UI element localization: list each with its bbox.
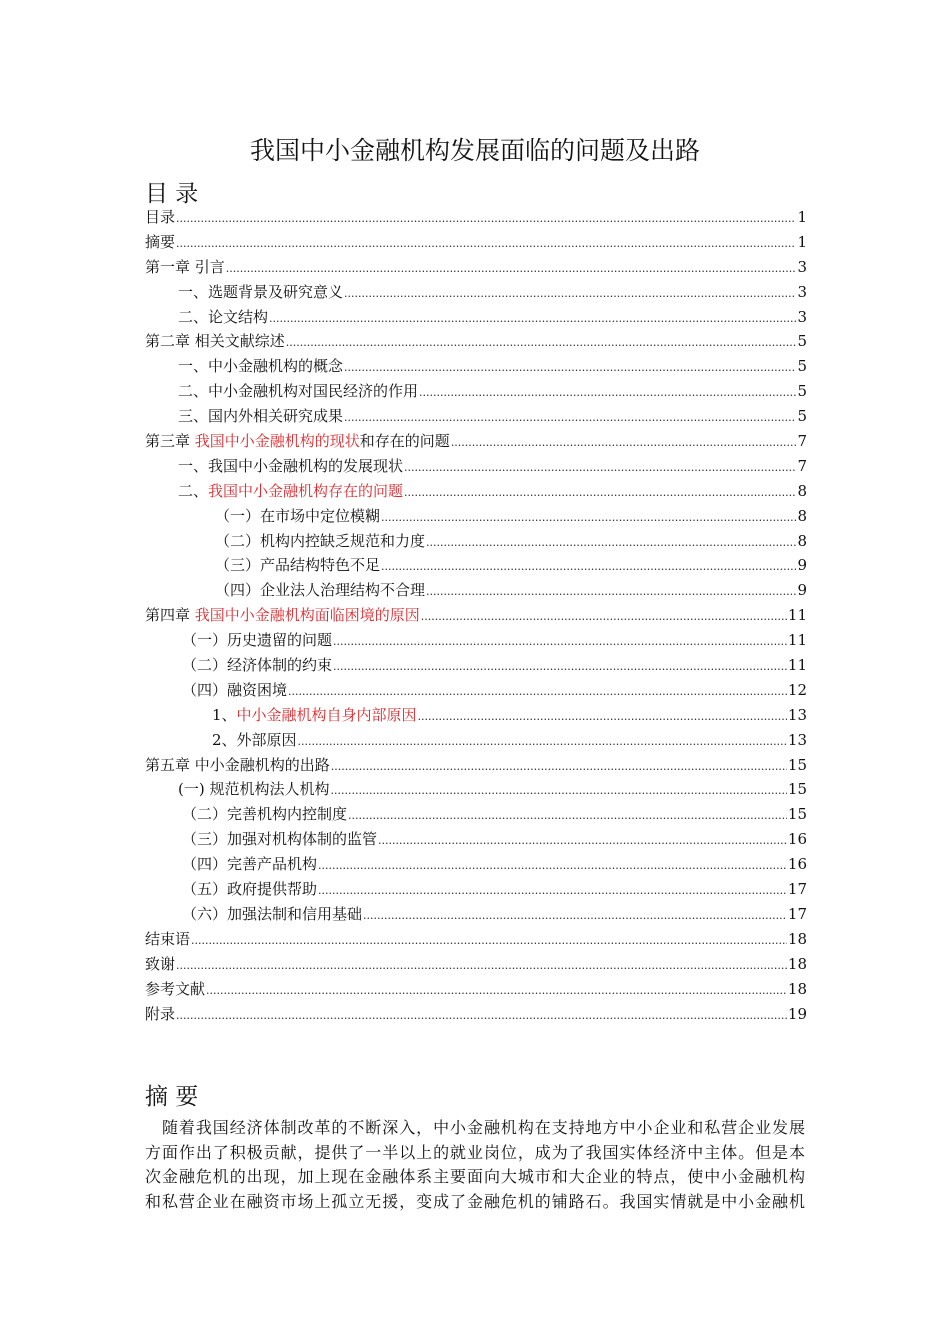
toc-leader-dots [421,606,787,624]
toc-page-number: 1 [797,232,807,251]
toc-entry-label [178,306,268,327]
toc-entry-label [145,1003,175,1024]
toc-page-number: 5 [797,357,807,376]
toc-leader-dots [191,930,787,948]
toc-page-number: 18 [787,954,807,973]
toc-entry[interactable] [145,380,807,405]
toc-page-number: 19 [787,1004,807,1023]
toc-entry-label [178,480,403,501]
toc-label-text: 第四章 [145,606,195,625]
toc-label-text: 和存在的问题 [359,432,450,451]
toc-entry[interactable] [145,281,807,306]
toc-entry[interactable] [145,778,807,803]
toc-entry[interactable] [145,928,807,953]
toc-leader-dots [176,208,796,226]
toc-page-number: 11 [787,606,807,625]
toc-label-text: 一、选题背景及研究意义 [178,282,344,301]
toc-page-number: 18 [787,929,807,948]
toc-leader-dots [344,283,796,301]
toc-entry-label [182,828,377,849]
toc-label-text: 第一章 引言 [145,257,225,276]
toc-page-number: 8 [797,481,807,500]
toc-entry[interactable] [145,853,807,878]
toc-leader-dots [331,756,787,774]
toc-leader-dots [226,258,797,276]
toc-label-text: 摘要 [145,232,176,251]
toc-entry-label [178,281,343,302]
toc-leader-dots [348,805,787,823]
toc-label-text: （一）在市场中定位模糊 [215,506,381,525]
toc-entry[interactable] [145,306,807,331]
toc-label-text: （五）政府提供帮助 [182,880,318,899]
toc-entry[interactable] [145,554,807,579]
toc-leader-dots [418,706,787,724]
toc-entry[interactable] [145,231,807,256]
toc-label-text: 一、我国中小金融机构的发展现状 [178,456,404,475]
toc-page-number: 3 [797,257,807,276]
toc-entry[interactable] [145,480,807,505]
toc-entry[interactable] [145,679,807,704]
toc-label-highlight: 我国中小金融机构存在的问题 [208,481,404,500]
toc-page-number: 3 [797,307,807,326]
toc-entry[interactable] [145,1003,807,1028]
toc-leader-dots [176,1005,787,1023]
toc-entry-label [215,505,380,526]
toc-page-number: 17 [787,880,807,899]
toc-entry[interactable] [145,455,807,480]
toc-label-text: 第三章 [145,432,195,451]
toc-entry[interactable] [145,579,807,604]
toc-label-text: 参考文献 [145,979,206,998]
toc-entry[interactable] [145,430,807,455]
abstract-body [145,1115,805,1213]
toc-leader-dots [426,532,796,550]
toc-leader-dots [404,457,796,475]
toc-entry-label [178,355,343,376]
toc-page-number: 5 [797,332,807,351]
toc-entry-label [178,455,403,476]
toc-leader-dots [378,830,787,848]
toc-leader-dots [381,556,796,574]
toc-entry-label [145,206,175,227]
toc-leader-dots [318,855,787,873]
toc-label-text: （三）产品结构特色不足 [215,556,381,575]
toc-entry-label [215,579,425,600]
toc-label-text: 目录 [145,208,176,226]
toc-label-text: （三）加强对机构体制的监管 [182,830,378,849]
toc-entry-label [212,729,297,750]
toc-page-number: 3 [797,282,807,301]
toc-label-highlight: 我国中小金融机构的现状 [194,432,360,451]
toc-leader-dots [176,233,796,251]
toc-entry[interactable] [145,206,807,231]
toc-label-text: （四）企业法人治理结构不合理 [215,581,426,600]
toc-entry[interactable] [145,903,807,928]
toc-leader-dots [206,980,787,998]
abstract-line: 方面作出了积极贡献，提供了一半以上的就业岗位，成为了我国实体经济中主体。但是本 [145,1142,805,1162]
toc-entry-label [145,231,175,252]
toc-page-number: 9 [797,556,807,575]
toc-page-number: 17 [787,904,807,923]
toc-label-text: (一) 规范机构法人机构 [178,780,330,799]
toc-entry-label [145,330,285,351]
toc-entry-label [178,380,418,401]
toc-page-number: 7 [797,456,807,475]
toc-leader-dots [318,880,787,898]
toc-page-number: 11 [787,631,807,650]
toc-entry[interactable] [145,256,807,281]
toc-entry-label [215,530,425,551]
table-of-contents [145,206,807,1027]
toc-entry[interactable] [145,878,807,903]
toc-entry[interactable] [145,629,807,654]
toc-entry[interactable] [145,828,807,853]
toc-label-highlight: 我国中小金融机构面临困境的原因 [194,606,420,625]
toc-label-text: 第二章 相关文献综述 [145,332,285,351]
toc-page-number: 16 [787,830,807,849]
toc-entry-label [182,654,332,675]
toc-label-text: （二）完善机构内控制度 [182,805,348,824]
toc-label-text: 二、 [178,481,209,500]
toc-entry[interactable] [145,505,807,530]
toc-leader-dots [451,432,797,450]
toc-page-number: 5 [797,382,807,401]
toc-page-number: 8 [797,506,807,525]
toc-entry-label [145,928,190,949]
toc-entry-label [178,778,329,799]
toc-leader-dots [426,581,796,599]
toc-label-text: 第五章 中小金融机构的出路 [145,755,330,774]
toc-entry-label [182,629,332,650]
toc-label-highlight: 中小金融机构自身内部原因 [236,705,417,724]
toc-leader-dots [344,407,796,425]
toc-entry[interactable] [145,405,807,430]
toc-label-text: 一、中小金融机构的概念 [178,357,344,376]
toc-entry[interactable] [145,729,807,754]
toc-page-number: 7 [797,432,807,451]
toc-page-number: 16 [787,855,807,874]
toc-entry-label [212,704,417,725]
toc-page-number: 8 [797,531,807,550]
toc-leader-dots [344,357,796,375]
toc-leader-dots [363,905,787,923]
toc-page-number: 5 [797,407,807,426]
toc-label-text: 结束语 [145,929,191,948]
abstract-line: 随着我国经济体制改革的不断深入，中小金融机构在支持地方中小企业和私营企业发展 [145,1118,805,1137]
toc-label-text: 1、 [212,705,237,724]
toc-page-number: 13 [787,730,807,749]
toc-leader-dots [404,482,796,500]
toc-page-number: 18 [787,979,807,998]
toc-label-text: 致谢 [145,954,176,973]
toc-leader-dots [419,382,796,400]
toc-entry-label [182,803,347,824]
toc-entry-label [145,430,450,451]
toc-leader-dots [333,656,787,674]
toc-entry-label [182,853,317,874]
toc-entry-label [145,754,330,775]
toc-page-number: 15 [787,780,807,799]
toc-heading: 目 录 [145,181,199,207]
toc-entry[interactable] [145,754,807,779]
toc-entry-label [182,903,362,924]
toc-label-text: 附录 [145,1004,176,1023]
toc-page-number: 9 [797,581,807,600]
abstract-heading: 摘 要 [145,1084,199,1110]
abstract-line: 次金融危机的出现，加上现在金融体系主要面向大城市和大企业的特点，使中小金融机构 [145,1167,805,1187]
toc-leader-dots [176,955,787,973]
toc-label-text: （六）加强法制和信用基础 [182,904,363,923]
toc-label-text: 二、论文结构 [178,307,269,326]
toc-label-text: （四）融资困境 [182,680,288,699]
toc-label-text: 2、外部原因 [212,730,297,749]
toc-page-number: 13 [787,705,807,724]
toc-leader-dots [298,731,787,749]
toc-page-number: 11 [787,656,807,675]
toc-leader-dots [381,507,796,525]
toc-entry[interactable] [145,803,807,828]
toc-leader-dots [269,308,796,326]
toc-label-text: （四）完善产品机构 [182,855,318,874]
toc-entry[interactable] [145,978,807,1003]
toc-entry-label [145,604,420,625]
toc-entry[interactable] [145,604,807,629]
toc-entry-label [145,953,175,974]
toc-entry[interactable] [145,355,807,380]
toc-entry-label [182,878,317,899]
toc-entry-label [178,405,343,426]
toc-label-text: 二、中小金融机构对国民经济的作用 [178,382,419,401]
toc-leader-dots [288,681,787,699]
toc-entry-label [182,679,287,700]
toc-entry[interactable] [145,704,807,729]
toc-entry[interactable] [145,953,807,978]
toc-leader-dots [286,332,797,350]
document-title: 我国中小金融机构发展面临的问题及出路 [249,136,700,165]
toc-entry[interactable] [145,654,807,679]
toc-page-number: 12 [787,680,807,699]
toc-page-number: 15 [787,755,807,774]
toc-page-number: 15 [787,805,807,824]
toc-label-text: （二）机构内控缺乏规范和力度 [215,531,426,550]
toc-label-text: （一）历史遗留的问题 [182,631,333,650]
toc-entry-label [145,978,205,999]
abstract-line: 和私营企业在融资市场上孤立无援，变成了金融危机的铺路石。我国实情就是中小金融机 [145,1191,805,1211]
toc-leader-dots [333,631,787,649]
toc-entry[interactable] [145,530,807,555]
toc-page-number: 1 [797,208,807,226]
toc-entry-label [215,554,380,575]
toc-label-text: 三、国内外相关研究成果 [178,407,344,426]
toc-entry[interactable] [145,330,807,355]
toc-label-text: （二）经济体制的约束 [182,656,333,675]
toc-leader-dots [330,780,786,798]
toc-entry-label [145,256,225,277]
